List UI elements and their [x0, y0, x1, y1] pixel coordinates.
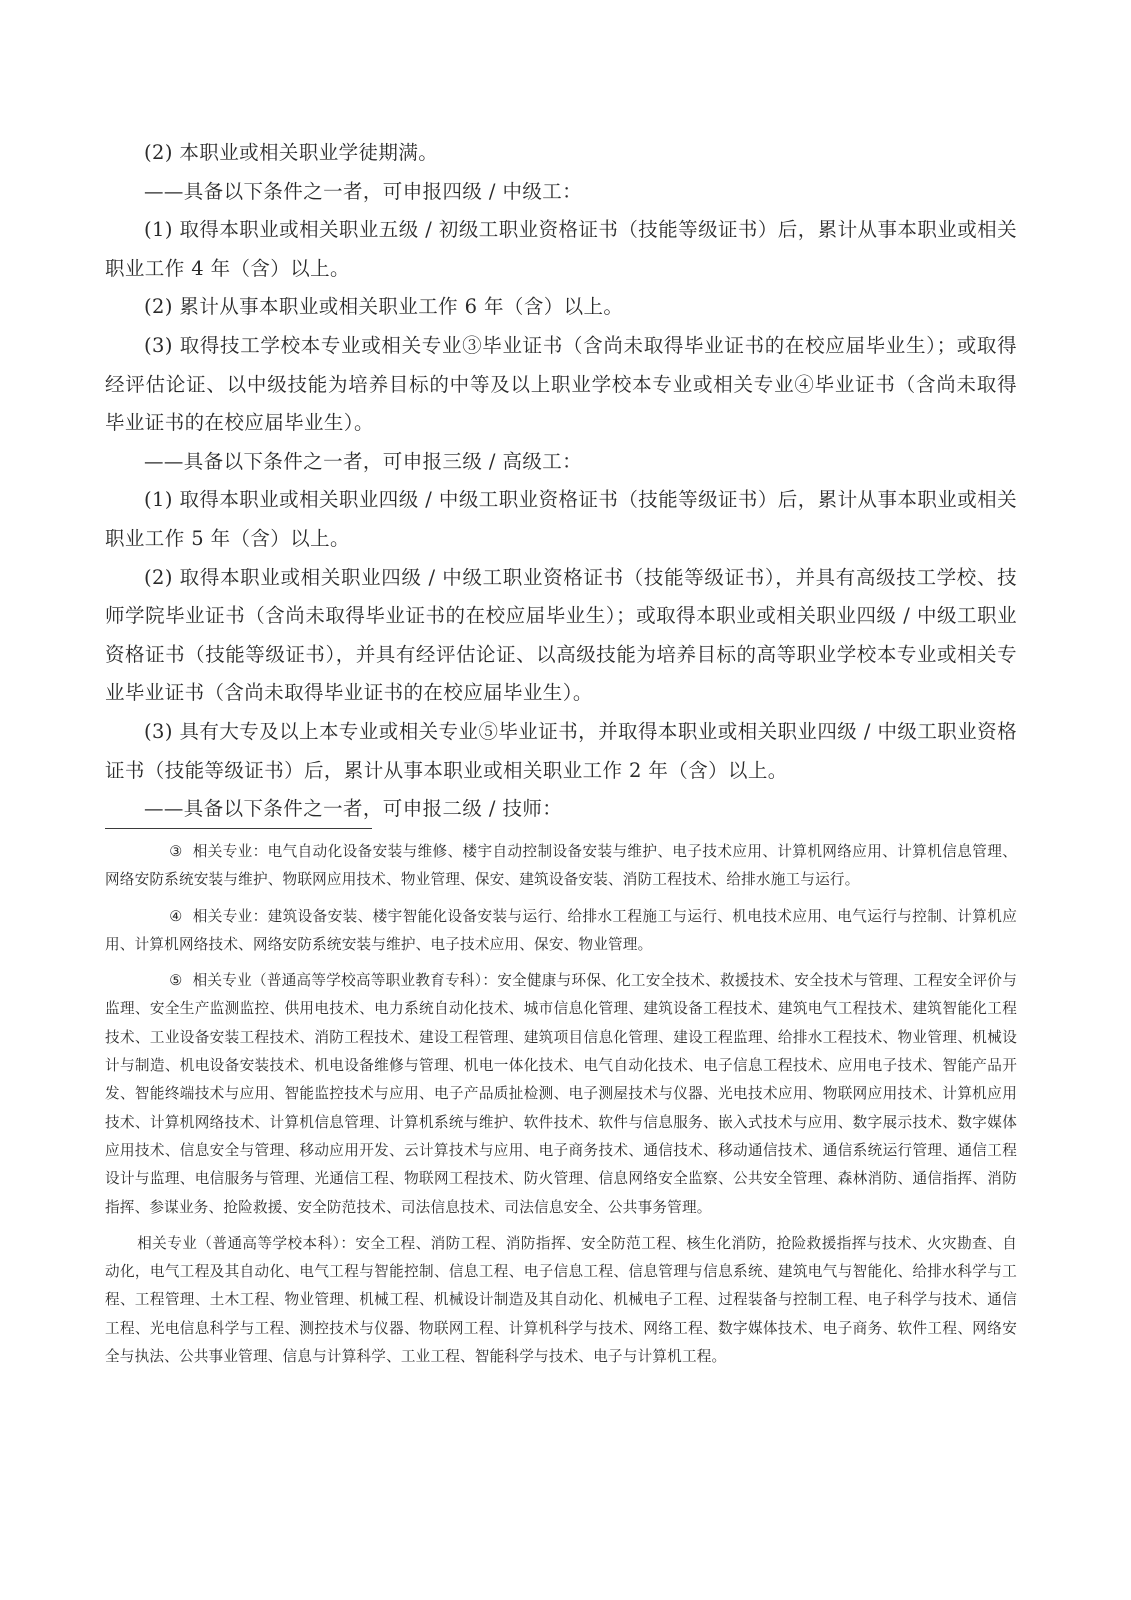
- body-paragraph-5: (3) 取得技工学校本专业或相关专业③毕业证书（含尚未取得毕业证书的在校应届毕业生）；或取得经评估论证、以中级技能为培养目标的中等及以上职业学校本专业或相关专业④毕业证书（含尚未取得毕业证书的在校应届毕业生）。: [105, 333, 1017, 435]
- body-paragraph-10: ——具备以下条件之一者，可申报二级 / 技师：: [144, 797, 563, 821]
- body-paragraph-3: (1) 取得本职业或相关职业五级 / 初级工职业资格证书（技能等级证书）后，累计从事本职业或相关职业工作 4 年（含）以上。: [105, 218, 1017, 280]
- footnote-marker: ⑤: [169, 972, 183, 990]
- body-paragraph-9: (3) 具有大专及以上本专业或相关专业⑤毕业证书，并取得本职业或相关职业四级 / 中级工职业资格证书（技能等级证书）后，累计从事本职业或相关职业工作 2 年（含）以上。: [105, 719, 1017, 782]
- body-paragraph-6: ——具备以下条件之一者，可申报三级 / 高级工：: [144, 449, 583, 473]
- body-paragraph-7: (1) 取得本职业或相关职业四级 / 中级工职业资格证书（技能等级证书）后，累计从事本职业或相关职业工作 5 年（含）以上。: [105, 488, 1017, 550]
- footnote-text: 相关专业（普通高等学校本科）：安全工程、消防工程、消防指挥、安全防范工程、核生化消防，抢险救援指挥与技术、火灾勘查、自动化，电气工程及其自动化、电气工程与智能控制、信息工程、电子信息工程、信息管理与信息系统、建筑电气与智能化、给排水科学与工程、工程管理、土木工程、物业管理、机械工程、机械设计制造及其自动化、机械电子工程、过程装备与控制工程、电子科学与技术、通信工程、光电信息科学与工程、测控技术与仪器、物联网工程、计算机科学与技术、网络工程、数字媒体技术、电子商务、软件工程、网络安全与执法、公共事业管理、信息与计算科学、工业工程、智能科学与技术、电子与计算机工程。: [105, 1234, 1017, 1366]
- footnote-4: [105, 903, 1017, 960]
- footnote-marker: ③: [169, 843, 183, 860]
- footnote-3: [105, 838, 1017, 895]
- footnote-text: 相关专业：建筑设备安装、楼宇智能化设备安装与运行、给排水工程施工与运行、机电技术应用、电气运行与控制、计算机应用、计算机网络技术、网络安防系统安装与维护、电子技术应用、保安、物业管理。: [105, 907, 1017, 953]
- footnote-5-undergraduate: [105, 1230, 1017, 1371]
- footnotes-section: [105, 838, 1017, 1379]
- body-paragraph-8: (2) 取得本职业或相关职业四级 / 中级工职业资格证书（技能等级证书），并具有高级技工学校、技师学院毕业证书（含尚未取得毕业证书的在校应届毕业生）；或取得本职业或相关职业四级 / 中级工职业资格证书（技能等级证书），并具有经评估论证、以高级技能为培养目标的高等职业学校本专业或相关专业毕业证书（含尚未取得毕业证书的在校应届毕业生）。: [105, 565, 1017, 705]
- body-paragraph-1: (2) 本职业或相关职业学徒期满。: [144, 141, 439, 164]
- footnote-text: 相关专业（普通高等学校高等职业教育专科）：安全健康与环保、化工安全技术、救援技术、安全技术与管理、工程安全评价与监理、安全生产监测监控、供用电技术、电力系统自动化技术、城市信息化管理、建筑设备工程技术、建筑电气工程技术、建筑智能化工程技术、工业设备安装工程技术、消防工程技术、建设工程管理、建筑项目信息化管理、建设工程监理、给排水工程技术、物业管理、机械设计与制造、机电设备安装技术、机电设备维修与管理、机电一体化技术、电气自动化技术、电子信息工程技术、应用电子技术、智能产品开发、智能终端技术与应用、智能监控技术与应用、电子产品质扯检测、电子测屋技术与仪器、光电技术应用、物联网应用技术、计算机应用技术、计算机网络技术、计算机信息管理、计算机系统与维护、软件技术、软件与信息服务、嵌入式技术与应用、数字展示技术、数字媒体应用技术、信息安全与管理、移动应用开发、云计算技术与应用、电子商务技术、通信技术、移动通信技术、通信系统运行管理、通信工程设计与监理、电信服务与管理、光通信工程、物联网工程技术、防火管理、信息网络安全监察、公共安全管理、森林消防、通信指挥、消防指挥、参谋业务、抢险救援、安全防范技术、司法信息技术、司法信息安全、公共事务管理。: [105, 972, 1017, 1216]
- footnote-text: 相关专业：电气自动化设备安装与维修、楼宇自动控制设备安装与维护、电子技术应用、计算机网络应用、计算机信息管理、网络安防系统安装与维护、物联网应用技术、物业管理、保安、建筑设备安装、消防工程技术、给排水施工与运行。: [105, 843, 1017, 889]
- body-paragraph-2: ——具备以下条件之一者，可申报四级 / 中级工：: [144, 179, 583, 203]
- footnote-marker: ④: [169, 907, 183, 925]
- footnote-5: [105, 967, 1017, 1222]
- main-body: [105, 134, 1017, 829]
- footnote-divider: [105, 828, 372, 829]
- body-paragraph-4: (2) 累计从事本职业或相关职业工作 6 年（含）以上。: [144, 295, 624, 319]
